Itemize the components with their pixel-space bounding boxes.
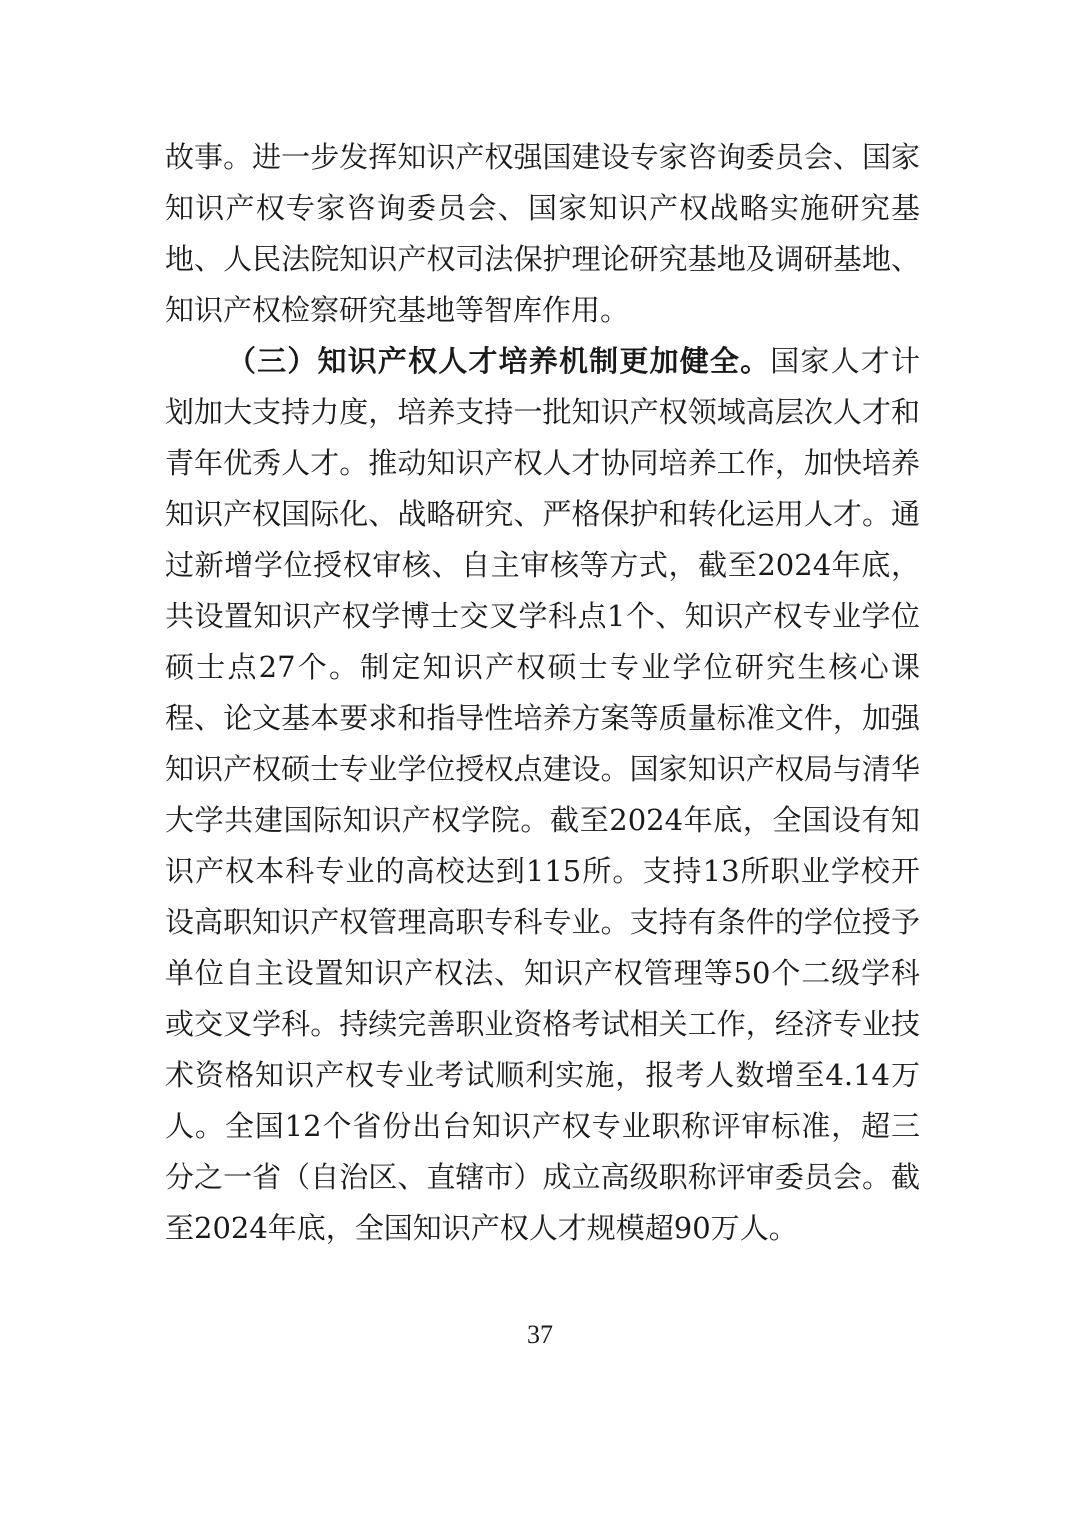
page-number: 37 <box>527 1320 553 1349</box>
paragraph-section-three <box>165 336 920 1254</box>
section-heading: （三）知识产权人才培养机制更加健全。 <box>227 344 771 378</box>
body-text <box>165 132 920 1254</box>
paragraph-text: 国家人才计划加大支持力度，培养支持一批知识产权领域高层次人才和青年优秀人才。推动知识产权人才协同培养工作，加快培养知识产权国际化、战略研究、严格保护和转化运用人才。通过新增学位授权审核、自主审核等方式，截至2024年底，共设置知识产权学博士交叉学科点1个、知识产权专业学位硕士点27个。制定知识产权硕士专业学位研究生核心课程、论文基本要求和指导性培养方案等质量标准文件，加强知识产权硕士专业学位授权点建设。国家知识产权局与清华大学共建国际知识产权学院。截至2024年底，全国设有知识产权本科专业的高校达到115所。支持13所职业学校开设高职知识产权管理高职专科专业。支持有条件的学位授予单位自主设置知识产权法、知识产权管理等50个二级学科或交叉学科。持续完善职业资格考试相关工作，经济专业技术资格知识产权专业考试顺利实施，报考人数增至4.14万人。全国12个省份出台知识产权专业职称评审标准，超三分之一省（自治区、直辖市）成立高级职称评审委员会。截至2024年底，全国知识产权人才规模超90万人。 <box>165 344 920 1245</box>
paragraph-text: 故事。进一步发挥知识产权强国建设专家咨询委员会、国家知识产权专家咨询委员会、国家知识产权战略实施研究基地、人民法院知识产权司法保护理论研究基地及调研基地、知识产权检察研究基地等智库作用。 <box>165 140 920 327</box>
paragraph-continued <box>165 132 920 336</box>
